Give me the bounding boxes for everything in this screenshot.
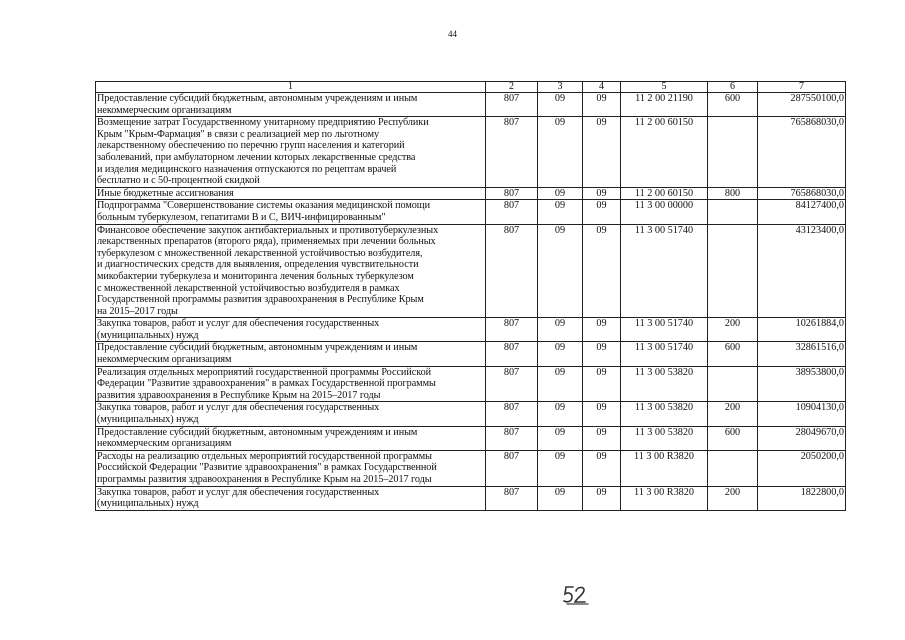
description-line: программы развития здравоохранения в Республике Крым на 2015–2017 годы — [97, 474, 432, 485]
description-line: микобактерии туберкулеза и мониторинга лечения больных туберкулезом — [97, 270, 414, 282]
description-line: некоммерческим организациям — [97, 354, 232, 366]
target-article-code: 11 2 00 60150 — [621, 117, 708, 188]
subsection-code: 09 — [583, 426, 621, 450]
section-code: 09 — [538, 366, 583, 402]
handwritten-page-number-mark — [563, 584, 591, 606]
ministry-code: 807 — [486, 200, 538, 224]
description-line: заболеваний, при амбулаторном лечении которых лекарственные средства — [97, 151, 416, 163]
description-line: и диагностических средств для выявления, определения чувствительности — [97, 259, 419, 271]
table-row — [96, 200, 846, 224]
amount: 84127400,0 — [758, 200, 846, 224]
subsection-code: 09 — [583, 342, 621, 366]
ministry-code: 807 — [486, 366, 538, 402]
description-line: с множественной лекарственной устойчивостью возбудителя в рамках — [97, 282, 400, 294]
section-code: 09 — [538, 187, 583, 200]
amount: 38953800,0 — [758, 366, 846, 402]
section-code: 09 — [538, 486, 583, 510]
amount: 28049670,0 — [758, 426, 846, 450]
section-code: 09 — [538, 117, 583, 188]
description-line: (муниципальных) нужд — [97, 329, 199, 341]
amount: 765868030,0 — [758, 117, 846, 188]
amount: 1822800,0 — [758, 486, 846, 510]
section-code: 09 — [538, 450, 583, 486]
column-header-2: 2 — [486, 82, 538, 93]
description-line: Предоставление субсидий бюджетным, автономным учреждениям и иным — [97, 342, 418, 354]
subsection-code: 09 — [583, 200, 621, 224]
ministry-code: 807 — [486, 450, 538, 486]
ministry-code: 807 — [486, 93, 538, 117]
row-description — [96, 318, 486, 342]
description-line: Закупка товаров, работ и услуг для обеспечения государственных — [97, 486, 380, 498]
row-description — [96, 486, 486, 510]
amount: 43123400,0 — [758, 224, 846, 318]
description-line: бесплатно и с 50-процентной скидкой — [97, 175, 260, 187]
table-row — [96, 318, 846, 342]
description-line: Расходы на реализацию отдельных мероприятий государственной программы — [97, 450, 432, 462]
target-article-code: 11 3 00 51740 — [621, 318, 708, 342]
row-description — [96, 200, 486, 224]
ministry-code: 807 — [486, 342, 538, 366]
description-line: лекарственному обеспечению по перечню групп населения и категорий — [97, 140, 405, 152]
description-line: Реализация отдельных мероприятий государственной программы Российской — [97, 366, 432, 378]
description-line: Российской Федерации "Развитие здравоохранения" в рамках Государственной — [97, 462, 437, 474]
description-line: лекарственных препаратов (второго ряда), применяемых при лечении больных — [97, 236, 436, 248]
description-line: Крым "Крым-Фармация" в связи с реализацией мер по льготному — [97, 128, 380, 140]
expense-type-code: 600 — [708, 342, 758, 366]
expense-type-code: 200 — [708, 402, 758, 426]
description-line: Финансовое обеспечение закупок антибактериальных и противотуберкулезных — [97, 224, 439, 236]
expense-type-code: 800 — [708, 187, 758, 200]
row-description — [96, 426, 486, 450]
description-line: и изделия медицинского назначения отпускаются по рецептам врачей — [97, 163, 397, 175]
target-article-code: 11 2 00 60150 — [621, 187, 708, 200]
ministry-code: 807 — [486, 486, 538, 510]
subsection-code: 09 — [583, 318, 621, 342]
description-line: некоммерческим организациям — [97, 104, 232, 116]
target-article-code: 11 3 00 51740 — [621, 224, 708, 318]
table-row — [96, 402, 846, 426]
column-header-1: 1 — [96, 82, 486, 93]
ministry-code: 807 — [486, 318, 538, 342]
description-line: на 2015–2017 годы — [97, 305, 178, 317]
table-row — [96, 450, 846, 486]
row-description — [96, 93, 486, 117]
target-article-code: 11 3 00 53820 — [621, 426, 708, 450]
section-code: 09 — [538, 200, 583, 224]
expense-type-code — [708, 450, 758, 486]
ministry-code: 807 — [486, 117, 538, 188]
table-row — [96, 93, 846, 117]
subsection-code: 09 — [583, 450, 621, 486]
column-header-7: 7 — [758, 82, 846, 93]
description-line: некоммерческим организациям — [97, 438, 232, 450]
section-code: 09 — [538, 426, 583, 450]
expense-type-code: 600 — [708, 93, 758, 117]
subsection-code: 09 — [583, 117, 621, 188]
expense-type-code: 200 — [708, 318, 758, 342]
expense-type-code: 600 — [708, 426, 758, 450]
table-row — [96, 342, 846, 366]
column-header-4: 4 — [583, 82, 621, 93]
ministry-code: 807 — [486, 402, 538, 426]
subsection-code: 09 — [583, 224, 621, 318]
description-line: Федерации "Развитие здравоохранения" в рамках Государственной программы — [97, 378, 436, 390]
description-line: Государственной программы развития здравоохранения в Республике Крым — [97, 294, 424, 306]
description-line: больным туберкулезом, гепатитами В и С, ВИЧ-инфицированным" — [97, 211, 386, 223]
column-header-5: 5 — [621, 82, 708, 93]
table-row — [96, 187, 846, 200]
table-row — [96, 486, 846, 510]
page-number: 44 — [448, 29, 457, 39]
description-line: Возмещение затрат Государственному унитарному предприятию Республики — [97, 117, 429, 129]
description-line: (муниципальных) нужд — [97, 498, 199, 510]
ministry-code: 807 — [486, 224, 538, 318]
expense-type-code — [708, 366, 758, 402]
target-article-code: 11 3 00 53820 — [621, 366, 708, 402]
target-article-code: 11 3 00 00000 — [621, 200, 708, 224]
description-line: Иные бюджетные ассигнования — [97, 187, 234, 199]
target-article-code: 11 3 00 R3820 — [621, 486, 708, 510]
section-code: 09 — [538, 342, 583, 366]
table-row — [96, 224, 846, 318]
expense-type-code: 200 — [708, 486, 758, 510]
expense-type-code — [708, 200, 758, 224]
subsection-code: 09 — [583, 187, 621, 200]
table-row — [96, 426, 846, 450]
expense-type-code — [708, 224, 758, 318]
table-row — [96, 117, 846, 188]
table-header-row — [96, 82, 846, 93]
subsection-code: 09 — [583, 93, 621, 117]
target-article-code: 11 3 00 R3820 — [621, 450, 708, 486]
subsection-code: 09 — [583, 366, 621, 402]
section-code: 09 — [538, 93, 583, 117]
row-description — [96, 342, 486, 366]
amount: 32861516,0 — [758, 342, 846, 366]
row-description — [96, 187, 486, 200]
row-description — [96, 117, 486, 188]
budget-table — [95, 81, 846, 511]
section-code: 09 — [538, 402, 583, 426]
ministry-code: 807 — [486, 426, 538, 450]
description-line: Подпрограмма "Совершенствование системы оказания медицинской помощи — [97, 200, 430, 212]
amount: 287550100,0 — [758, 93, 846, 117]
description-line: (муниципальных) нужд — [97, 414, 199, 426]
row-description — [96, 224, 486, 318]
target-article-code: 11 2 00 21190 — [621, 93, 708, 117]
table-body — [96, 93, 846, 511]
target-article-code: 11 3 00 53820 — [621, 402, 708, 426]
amount: 10904130,0 — [758, 402, 846, 426]
row-description — [96, 366, 486, 402]
target-article-code: 11 3 00 51740 — [621, 342, 708, 366]
description-line: Предоставление субсидий бюджетным, автономным учреждениям и иным — [97, 426, 418, 438]
column-header-6: 6 — [708, 82, 758, 93]
table-row — [96, 366, 846, 402]
amount: 765868030,0 — [758, 187, 846, 200]
amount: 10261884,0 — [758, 318, 846, 342]
amount: 2050200,0 — [758, 450, 846, 486]
subsection-code: 09 — [583, 486, 621, 510]
expense-type-code — [708, 117, 758, 188]
ministry-code: 807 — [486, 187, 538, 200]
section-code: 09 — [538, 224, 583, 318]
subsection-code: 09 — [583, 402, 621, 426]
description-line: Закупка товаров, работ и услуг для обеспечения государственных — [97, 318, 380, 330]
section-code: 09 — [538, 318, 583, 342]
column-header-3: 3 — [538, 82, 583, 93]
description-line: развития здравоохранения в Республике Крым на 2015–2017 годы — [97, 389, 381, 401]
description-line: Предоставление субсидий бюджетным, автономным учреждениям и иным — [97, 93, 418, 104]
description-line: Закупка товаров, работ и услуг для обеспечения государственных — [97, 402, 380, 414]
row-description — [96, 450, 486, 486]
row-description — [96, 402, 486, 426]
description-line: туберкулезом с множественной лекарственной устойчивостью возбудителя, — [97, 247, 423, 259]
